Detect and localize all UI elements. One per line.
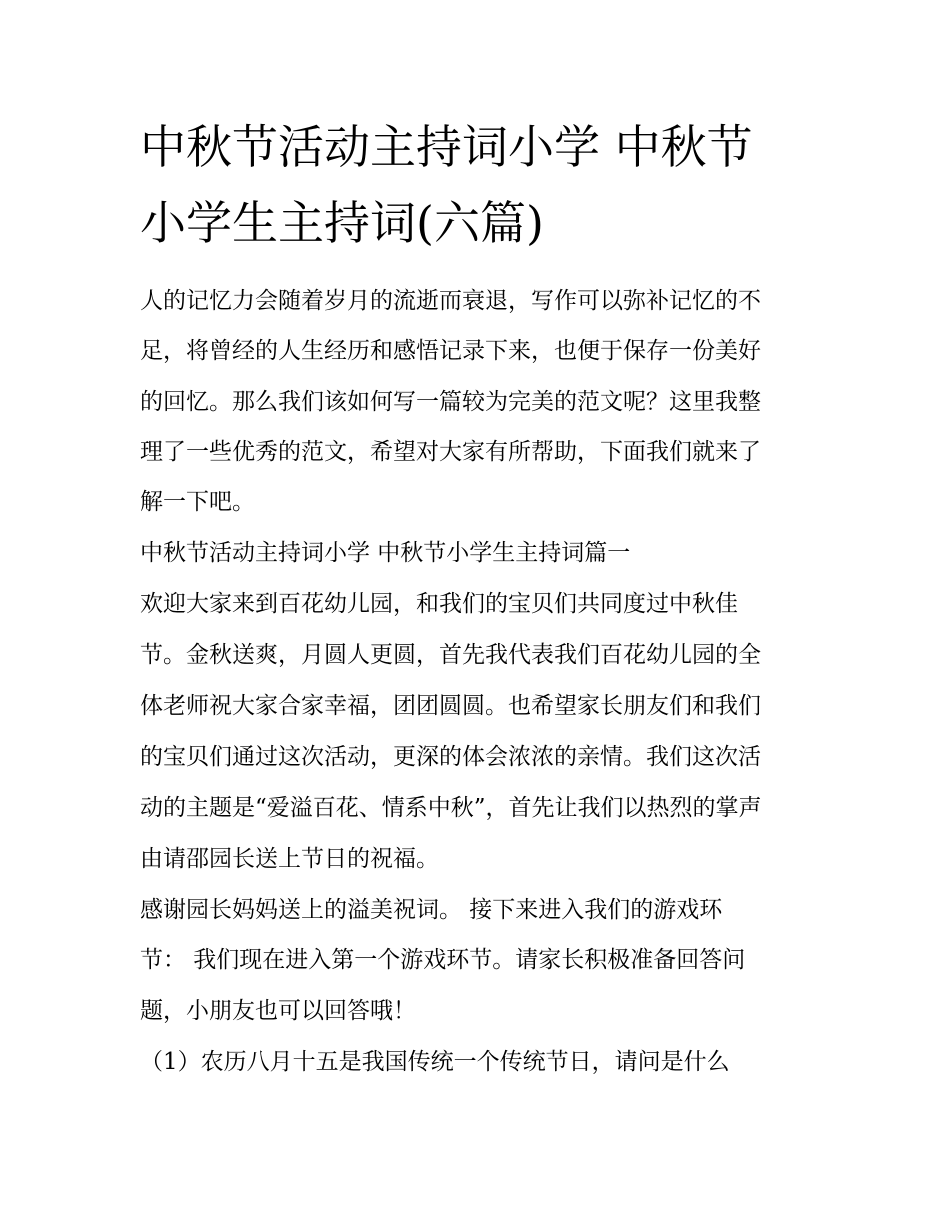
thanks-line-1: 感谢园长妈妈送上的溢美祝词。 接下来进入我们的游戏环 [140,897,723,923]
intro-line-1: 人的记忆力会随着岁月的流逝而衰退，写作可以弥补记忆的不 [140,288,761,314]
paragraph-line-4: 的宝贝们通过这次活动，更深的体会浓浓的亲情。我们这次活 [140,744,761,770]
thanks-line-3: 题，小朋友也可以回答哦！ [140,998,416,1024]
intro-line-4: 理了一些优秀的范文，希望对大家有所帮助，下面我们就来了 [140,439,761,465]
document-title-line-1: 中秋节活动主持词小学 中秋节 [140,120,753,174]
question-1: （1）农历八月十五是我国传统一个传统节日，请问是什么 [140,1049,730,1075]
intro-line-5: 解一下吧。 [140,489,255,515]
section-heading: 中秋节活动主持词小学 中秋节小学生主持词篇一 [140,540,631,566]
paragraph-line-1: 欢迎大家来到百花幼儿园，和我们的宝贝们共同度过中秋佳 [140,591,738,617]
paragraph-line-5: 动的主题是“爱溢百花、情系中秋”，首先让我们以热烈的掌声 [140,795,762,821]
intro-line-2: 足，将曾经的人生经历和感悟记录下来，也便于保存一份美好 [140,338,761,364]
document-title-line-2: 小学生主持词(六篇) [140,196,544,250]
thanks-line-2: 节： 我们现在进入第一个游戏环节。请家长积极准备回答问 [140,947,746,973]
paragraph-line-3: 体老师祝大家合家幸福，团团圆圆。也希望家长朋友们和我们 [140,693,761,719]
intro-line-3: 的回忆。那么我们该如何写一篇较为完美的范文呢？这里我整 [140,389,761,415]
paragraph-line-2: 节。金秋送爽，月圆人更圆，首先我代表我们百花幼儿园的全 [140,642,761,668]
paragraph-line-6: 由请邵园长送上节日的祝福。 [140,846,439,872]
